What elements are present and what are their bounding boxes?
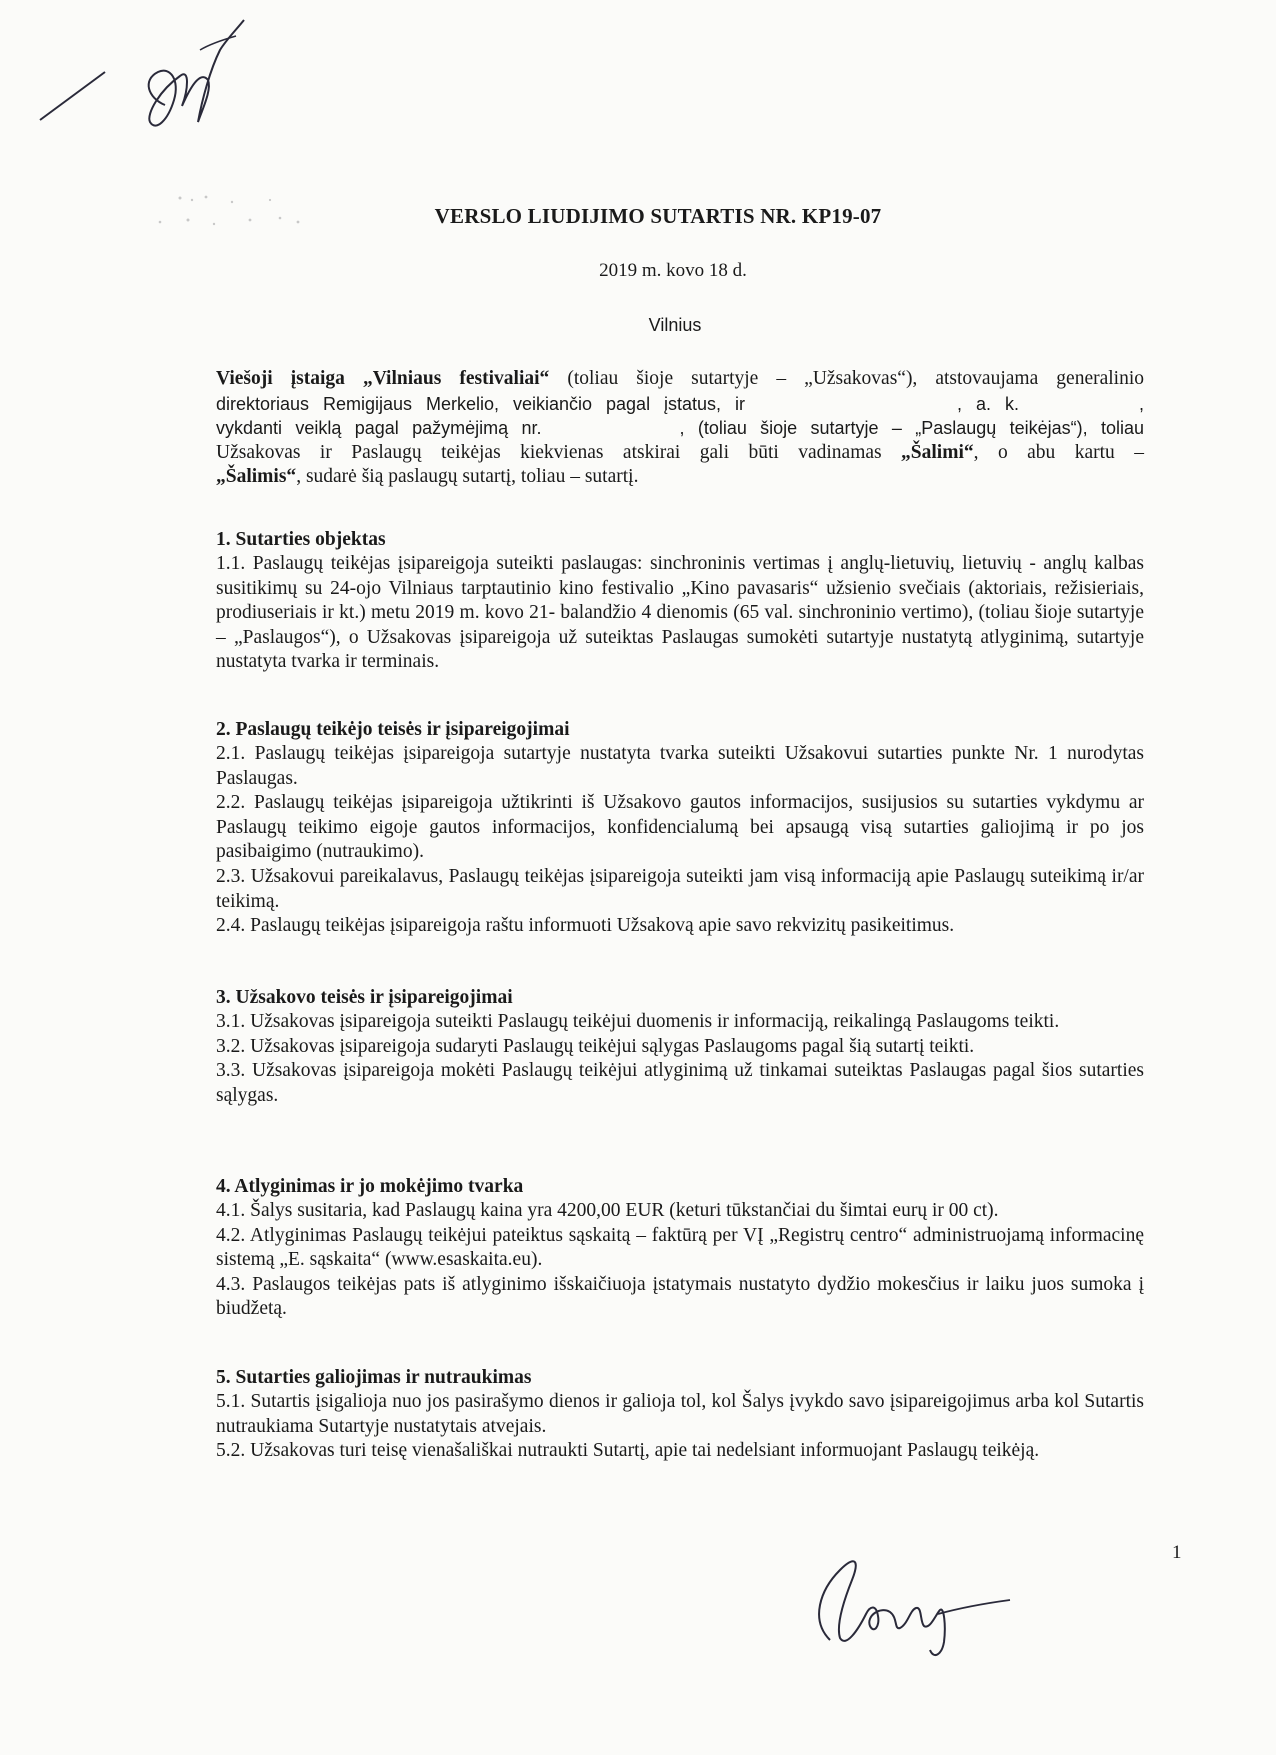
clause-2-1: 2.1. Paslaugų teikėjas įsipareigoja sutartyje nustatyta tvarka suteikti Užsakovui sutarties punkte Nr. 1 nurodytas Paslaugas. xyxy=(216,743,1144,789)
section-2 xyxy=(216,717,1144,939)
section-heading: 2. Paslaugų teikėjo teisės ir įsipareigojimai xyxy=(216,719,570,740)
clause-3-3: 3.3. Užsakovas įsipareigoja mokėti Paslaugų teikėjui atlyginimą už tinkamai suteiktas Paslaugas pagal šios sutarties sąlygas. xyxy=(216,1060,1144,1106)
section-4 xyxy=(216,1174,1144,1322)
clause-3-1: 3.1. Užsakovas įsipareigoja suteikti Paslaugų teikėjui duomenis ir informaciją, reikalingą Paslaugoms teikti. xyxy=(216,1011,1060,1032)
intro-line-2: direktoriaus Remigijaus Merkelio, veikiančio pagal įstatus, ir , a. k. , xyxy=(216,393,1145,414)
clause-4-3: 4.3. Paslaugos teikėjas pats iš atlyginimo išskaičiuoja įstatymais nustatyto dydžio mokesčius ir laiku juos sumoka į biudžetą. xyxy=(216,1273,1144,1320)
document-city: Vilnius xyxy=(648,315,702,335)
intro-line-5: „Šalimis“, sudarė šią paslaugų sutartį, toliau – sutartį. xyxy=(216,466,639,488)
intro-line-4: Užsakovas ir Paslaugų teikėjas kiekvienas atskirai gali būti vadinamas „Šalimi“, o abu kartu – xyxy=(216,441,1144,463)
section-1 xyxy=(216,527,1144,675)
document-title: VERSLO LIUDIJIMO SUTARTIS NR. KP19-07 xyxy=(434,204,882,228)
intro-line-1: Viešoji įstaiga „Vilniaus festivaliai“ (toliau šioje sutartyje – „Užsakovas“), atstovaujama generalinio xyxy=(216,368,1144,389)
clause-4-1: 4.1. Šalys susitaria, kad Paslaugų kaina yra 4200,00 EUR (keturi tūkstančiai du šimtai eurų ir 00 ct). xyxy=(216,1200,999,1221)
section-heading: 4. Atlyginimas ir jo mokėjimo tvarka xyxy=(216,1176,524,1197)
clause-4-2: 4.2. Atlyginimas Paslaugų teikėjui pateiktus sąskaitą – faktūrą per VĮ „Registrų centro“ administruojamą informacinę sistemą „E. sąskaita“ (www.esaskaita.eu). xyxy=(216,1224,1144,1271)
section-heading: 3. Užsakovo teisės ir įsipareigojimai xyxy=(216,987,513,1008)
intro-line-3: vykdanti veiklą pagal pažymėjimą nr. , (toliau šioje sutartyje – „Paslaugų teikėjas“), toliau xyxy=(216,418,1145,439)
handwritten-initials-top xyxy=(30,10,290,160)
party-name: Viešoji įstaiga „Vilniaus festivaliai“ xyxy=(216,368,550,389)
clause-2-3: 2.3. Užsakovui pareikalavus, Paslaugų teikėjas įsipareigoja suteikti jam visą informaciją apie Paslaugų suteikimą ir/ar teikimą. xyxy=(216,865,1144,912)
section-5 xyxy=(216,1365,1144,1464)
page-number: 1 xyxy=(1172,1542,1182,1563)
section-heading: 1. Sutarties objektas xyxy=(216,529,386,550)
clause-3-2: 3.2. Užsakovas įsipareigoja sudaryti Paslaugų teikėjui sąlygas Paslaugoms pagal šią sutartį teikti. xyxy=(216,1035,975,1057)
clause-2-2: 2.2. Paslaugų teikėjas įsipareigoja užtikrinti iš Užsakovo gautos informacijos, susijusios su sutarties vykdymu ar Paslaugų teikimo eigoje gautos informacijos, konfidencialumą bei apsaugą visą sutarties galiojimą ir po jos pasibaigimo (nutraukimo). xyxy=(216,792,1144,863)
clause-2-4: 2.4. Paslaugų teikėjas įsipareigoja raštu informuoti Užsakovą apie savo rekvizitų pasikeitimus. xyxy=(216,915,955,937)
section-heading: 5. Sutarties galiojimas ir nutraukimas xyxy=(216,1367,532,1388)
clause-5-1: 5.1. Sutartis įsigalioja nuo jos pasirašymo dienos ir galioja tol, kol Šalys įvykdo savo įsipareigojimus arba kol Sutartis nutraukiama Sutartyje nustatytais atvejais. xyxy=(216,1391,1144,1437)
clause-5-2: 5.2. Užsakovas turi teisę vienašališkai nutraukti Sutartį, apie tai nedelsiant informuojant Paslaugų teikėją. xyxy=(216,1440,1040,1462)
handwritten-signature-bottom xyxy=(800,1530,1030,1670)
clause-1-1: 1.1. Paslaugų teikėjas įsipareigoja suteikti paslaugas: sinchroninis vertimas į anglų-lietuvių, lietuvių - anglų kalbas susitikimų su 24-ojo Vilniaus tarptautinio kino festivalio „Kino pavasaris“ užsienio svečiais (aktoriais, režisieriais, prodiuseriais ir kt.) metu 2019 m. kovo 21- balandžio 4 dienomis (65 val. sinchroninio vertimo), (toliau šioje sutartyje – „Paslaugos“), o Užsakovas įsipareigoja už suteiktas Paslaugas sumokėti sutartyje nustatytą atlyginimą, sutartyje nustatyta tvarka ir terminais. xyxy=(216,553,1144,673)
intro-paragraph xyxy=(216,367,1144,490)
document-date: 2019 m. kovo 18 d. xyxy=(599,260,747,281)
section-3 xyxy=(216,985,1144,1108)
